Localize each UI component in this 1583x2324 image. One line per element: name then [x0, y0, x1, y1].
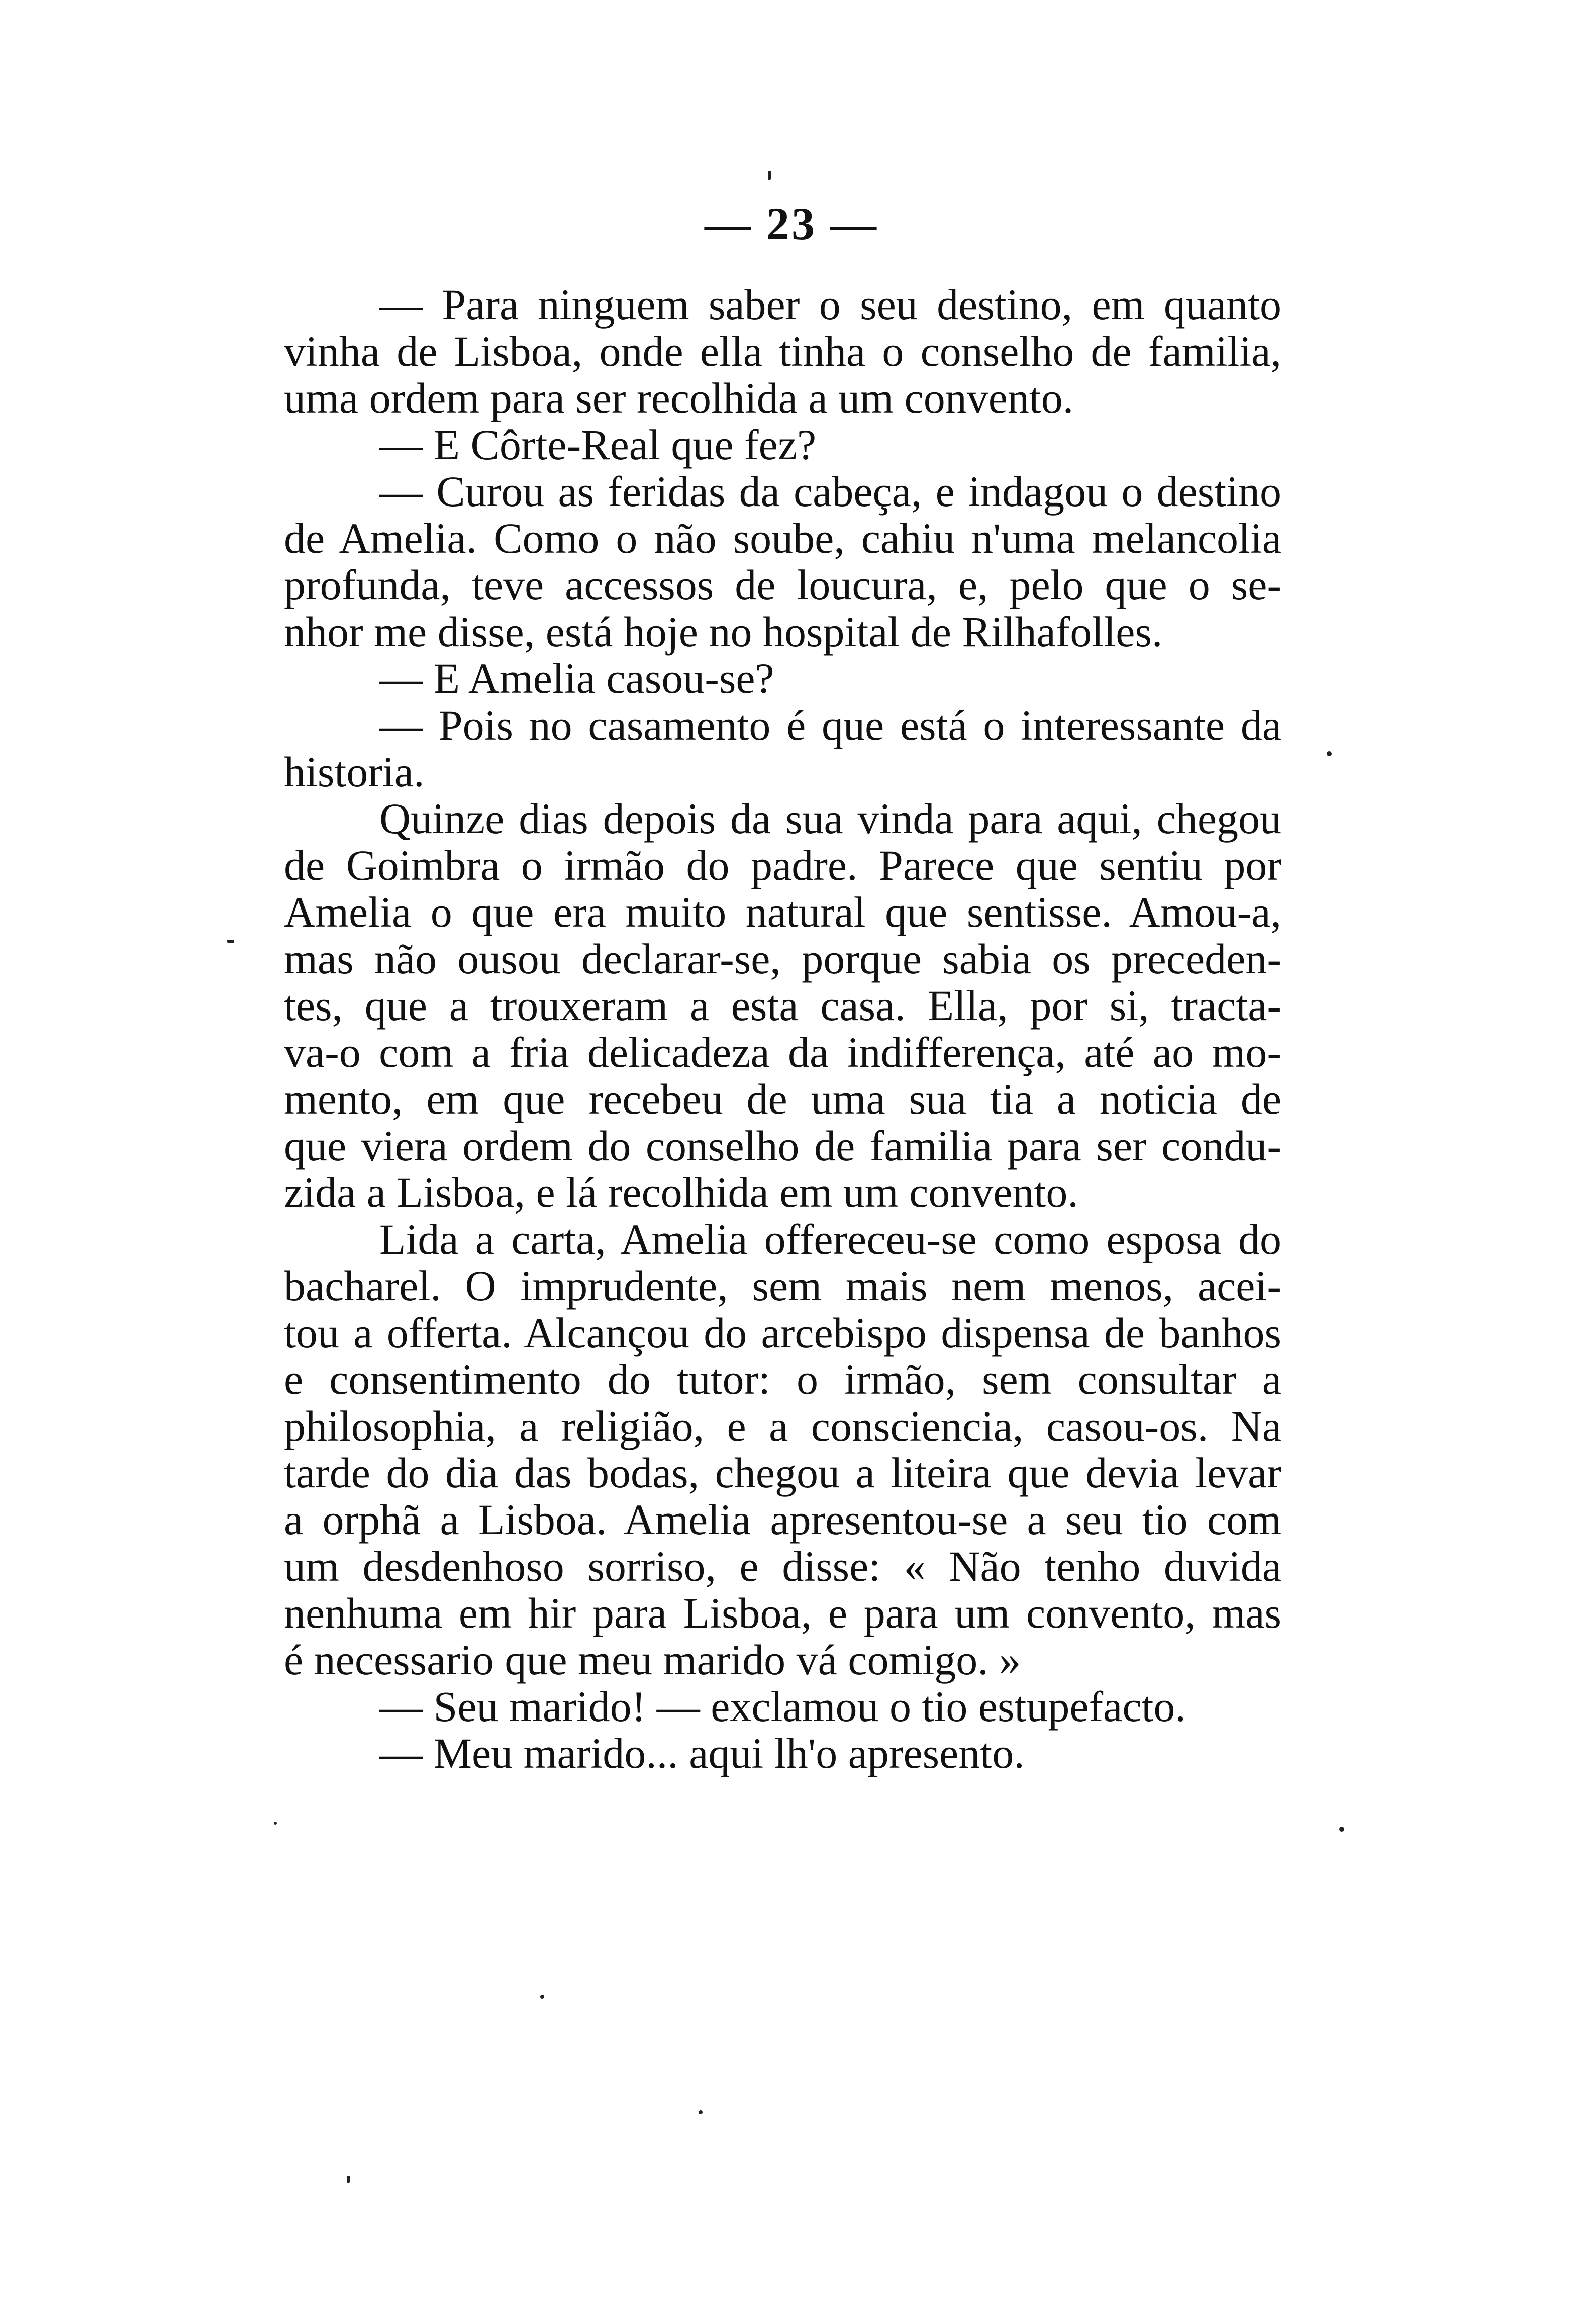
text-line: Lida a carta, Amelia offereceu-se como esposa do [379, 1215, 1281, 1263]
text-line: — E Côrte-Real que fez? [379, 421, 817, 469]
scan-speck [699, 2110, 703, 2114]
text-line: — Curou as feridas da cabeça, e indagou o destino [379, 467, 1281, 516]
text-line: nhor me disse, está hoje no hospital de Rilhafolles. [284, 608, 1163, 656]
scan-speck [540, 1995, 544, 1999]
text-line: — Pois no casamento é que está o interessante da [379, 701, 1281, 749]
text-line: de Goimbra o irmão do padre. Parece que sentiu por [284, 841, 1281, 889]
scan-speck [274, 1822, 277, 1825]
text-line: tarde do dia das bodas, chegou a liteira que devia levar [284, 1449, 1281, 1497]
text-line: uma ordem para ser recolhida a um convento. [284, 374, 1074, 422]
body-text [284, 281, 1281, 1777]
text-line: historia. [284, 748, 425, 796]
scan-speck [768, 171, 771, 180]
text-line: philosophia, a religião, e a consciencia, casou-os. Na [284, 1402, 1281, 1450]
text-line: — Meu marido... aqui lh'o apresento. [379, 1729, 1025, 1777]
text-line: a orphã a Lisboa. Amelia apresentou-se a seu tio com [284, 1495, 1281, 1544]
scan-speck [1327, 751, 1332, 756]
scan-speck [347, 2176, 350, 2183]
text-line: va-o com a fria delicadeza da indifferença, até ao mo- [284, 1028, 1281, 1076]
page-number: — 23 — [705, 198, 878, 249]
text-line: nenhuma em hir para Lisboa, e para um convento, mas [284, 1589, 1281, 1637]
text-line: zida a Lisboa, e lá recolhida em um convento. [284, 1168, 1078, 1217]
text-line: tou a offerta. Alcançou do arcebispo dispensa de banhos [284, 1308, 1281, 1357]
text-line: mento, em que recebeu de uma sua tia a noticia de [284, 1075, 1281, 1123]
text-line: Quinze dias depois da sua vinda para aqui, chegou [379, 794, 1281, 843]
text-line: — E Amelia casou-se? [379, 654, 774, 702]
text-line: tes, que a trouxeram a esta casa. Ella, por si, tracta- [284, 981, 1281, 1030]
text-line: profunda, teve accessos de loucura, e, pelo que o se- [284, 561, 1281, 609]
text-line: mas não ousou declarar-se, porque sabia os preceden- [284, 935, 1281, 983]
text-line: — Para ninguem saber o seu destino, em quanto [379, 280, 1281, 329]
text-line: — Seu marido! — exclamou o tio estupefacto. [379, 1682, 1186, 1731]
scan-speck [1339, 1827, 1344, 1832]
text-line: um desdenhoso sorriso, e disse: « Não tenho duvida [284, 1542, 1281, 1590]
scan-speck [227, 940, 234, 943]
text-line: bacharel. O imprudente, sem mais nem menos, acei- [284, 1262, 1281, 1310]
text-line: e consentimento do tutor: o irmão, sem consultar a [284, 1355, 1281, 1403]
text-line: é necessario que meu marido vá comigo. » [284, 1636, 1021, 1684]
text-line: que viera ordem do conselho de familia para ser condu- [284, 1122, 1281, 1170]
text-line: Amelia o que era muito natural que sentisse. Amou-a, [284, 888, 1281, 936]
text-line: vinha de Lisboa, onde ella tinha o conselho de familia, [284, 327, 1281, 375]
text-line: de Amelia. Como o não soube, cahiu n'uma melancolia [284, 514, 1281, 562]
